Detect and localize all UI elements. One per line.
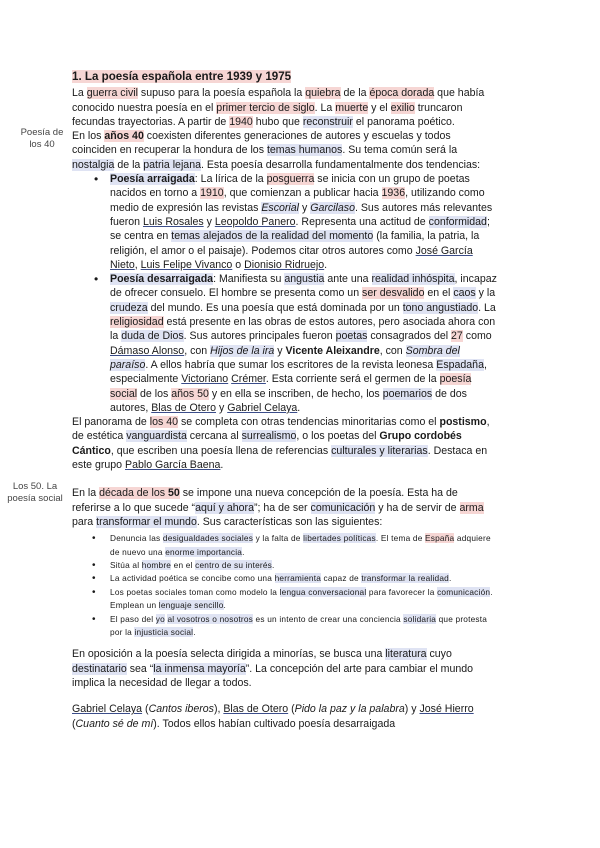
list-item-caracteristica-1: • Denuncia las desigualdades sociales y la falta de libertades políticas. El tema de España adquiere de nuevo una enorme importancia. — [110, 532, 498, 559]
list-item-poesia-arraigada: • Poesía arraigada: La lírica de la posguerra se inicia con un grupo de poetas nacidos en torno a 1910, que comienzan a publicar hacia 1936, utilizando como medio de expresión las revistas Escorial y Garcilaso. Sus autores más relevantes fueron Luis Rosales y Leopoldo Panero. Representa una actitud de conformidad; se centra en temas alejados de la realidad del momento (la familia, la patria, la religión, el amor o el paisaje). Podemos citar otros autores como José García Nieto, Luis Felipe Vivanco o Dionisio Ridruejo. — [110, 172, 498, 272]
tendencias-list — [72, 172, 498, 415]
margin-note-poesia-40: Poesía de los 40 — [20, 127, 64, 150]
intro-paragraph: La guerra civil supuso para la poesía española la quiebra de la época dorada que había conocido nuestra poesía en el primer tercio de siglo. La muerte y el exilio truncaron fecundas trayectorias. A partir de 1940 hubo que reconstruir el panorama poético. — [72, 87, 485, 128]
margin-note-poesia-social: Los 50. La poesía social — [7, 481, 63, 504]
document-body — [72, 70, 498, 731]
poesia-social-paragraph: En la década de los 50 se impone una nueva concepción de la poesía. Esta ha de referirse a lo que sucede “aquí y ahora”; ha de ser comunicación y ha de servir de arma para transformar el mundo. Sus características son las siguientes: — [72, 487, 484, 528]
caracteristicas-list — [72, 532, 498, 639]
list-item-caracteristica-3: • La actividad poética se concibe como una herramienta capaz de transformar la realidad. — [110, 572, 498, 585]
section-title: 1. La poesía española entre 1939 y 1975 — [72, 70, 292, 83]
list-item-caracteristica-4: • Los poetas sociales toman como modelo la lengua conversacional para favorecer la comunicación. Emplean un lenguaje sencillo. — [110, 586, 498, 613]
poesia-40-paragraph: En los años 40 coexisten diferentes generaciones de autores y escuelas y todos coinciden en recuperar la hondura de los temas humanos. Su tema común será la nostalgia de la patria lejana. Esta poesía desarrolla fundamentalmente dos tendencias: — [72, 130, 481, 171]
oposicion-paragraph: En oposición a la poesía selecta dirigida a minorías, se busca una literatura cuyo destinatario sea “la inmensa mayoría”. La concepción del arte para cambiar el mundo implica la necesidad de llegar a todos. — [72, 648, 474, 690]
list-item-caracteristica-2: • Sitúa al hombre en el centro de su interés. — [110, 559, 498, 572]
list-item-poesia-desarraigada: • Poesía desarraigada: Manifiesta su angustia ante una realidad inhóspita, incapaz de ofrecer consuelo. El hombre se presenta como un ser desvalido en el caos y la crudeza del mundo. Es una poesía que está dominada por un tono angustiado. La religiosidad está presente en las obras de estos autores, pero asociada ahora con la duda de Dios. Sus autores principales fueron poetas consagrados del 27 como Dámaso Alonso, con Hijos de la ira y Vicente Aleixandre, con Sombra del paraíso. A ellos habría que sumar los escritores de la revista leonesa Espadaña, especialmente Victoriano Crémer. Esta corriente será el germen de la poesía social de los años 50 y en ella se inscriben, de hecho, los poemarios de dos autores, Blas de Otero y Gabriel Celaya. — [110, 272, 498, 415]
panorama-paragraph: El panorama de los 40 se completa con otras tendencias minoritarias como el postismo, de estética vanguardista cercana al surrealismo, o los poetas del Grupo cordobés Cántico, que escriben una poesía llena de referencias culturales y literarias. Destaca en este grupo Pablo García Baena. — [72, 416, 490, 472]
list-item-caracteristica-5: • El paso del yo al vosotros o nosotros es un intento de crear una conciencia solidaria que protesta por la injusticia social. — [110, 613, 498, 640]
autores-paragraph: Gabriel Celaya (Cantos iberos), Blas de Otero (Pido la paz y la palabra) y José Hierro (Cuanto sé de mí). Todos ellos habían cultivado poesía desarraigada — [72, 703, 474, 730]
